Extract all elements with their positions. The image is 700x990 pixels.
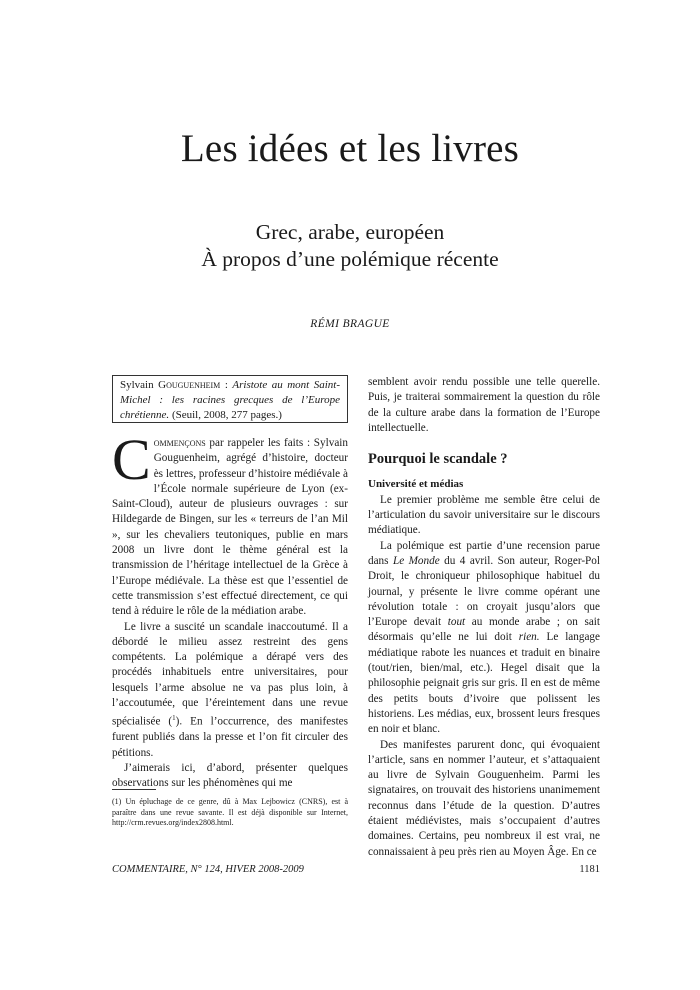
- paragraph-5: La polémique est partie d’une recension parue dans Le Monde du 4 avril. Son auteur, Roger-Pol Droit, le chroniqueur philosophique habituel du journal, y présente le livre comme opérant une révolution totale : on croyait jusqu’alors que l’Europe devait tout au monde arabe ; on sait désormais qu’elle ne lui doit rien. Le langage médiatique rabote les nuances et traduit en binaire (tout/rien, bien/mal, etc.). Hegel disait que la philosophie peignait gris sur gris. Il en est de même des petits bouts d’ivoire que polissent les historiens. Les médias, eux, brossent leurs fresques en noir et blanc.: [368, 539, 600, 736]
- paragraph-continued: semblent avoir rendu possible une telle querelle. Puis, je traiterai sommairement la question du rôle de la culture arabe dans la formation de l’Europe intellectuelle.: [368, 376, 600, 434]
- paragraph-3: J’aimerais ici, d’abord, présenter quelques observations sur les phénomènes qui me: [112, 761, 348, 790]
- footnote-marker[interactable]: 1: [172, 714, 176, 723]
- footnote-divider: [112, 789, 156, 790]
- reference-author-first: Sylvain: [120, 379, 154, 391]
- article-title: [0, 219, 700, 273]
- article-title-line1: Grec, arabe, européen: [255, 220, 445, 244]
- lead-word: ommençons: [153, 437, 206, 449]
- article-title-line2: À propos d’une polémique récente: [201, 247, 499, 271]
- paragraph-6: Des manifestes parurent donc, qui évoquaient l’article, sans en nommer l’auteur, et s’attaquaient au livre de Sylvain Gouguenheim. Parmi les signataires, on trouvait des historiens unanimement reconnus dans l’étude de la question. D’autres étaient médiévistes, mais s’occupaient d’autres domaines. Certains, peu nombreux il est vrai, ne connaissaient à peu près rien au Moyen Âge. En ce: [368, 738, 600, 858]
- journal-footer: COMMENTAIRE, N° 124, HIVER 2008-2009: [112, 864, 304, 875]
- section-title: Les idées et les livres: [180, 127, 520, 170]
- paragraph-2: Le livre a suscité un scandale inaccoutumé. Il a débordé le milieu assez restreint des gens compétents. La polémique a dérapé vers des procédés inhabituels entre universitaires, pour lesquels l’arme absolue ne va pas plus loin, à l’accoutumée, que l’éreintement dans une revue spécialisée ($^1$). En l’occurrence, des manifestes furent publiés dans la presse et l’on fit circuler des pétitions.: [112, 620, 348, 759]
- reference-details: (Seuil, 2008, 277 pages.): [169, 409, 282, 421]
- paragraph-1: [112, 427, 348, 620]
- reference-separator: :: [220, 379, 233, 391]
- reference-book-title: Aristote au mont Saint-Michel : les racines grecques de l’Europe chrétienne.: [120, 379, 341, 421]
- paragraph-1-text: par rappeler les faits : Sylvain Gouguenheim, agrégé d’histoire, docteur ès lettres, professeur d’histoire médiévale à l’École normale supérieure de Lyon (ex-Saint-Cloud), auteur de plusieurs ouvrages : sur Hildegarde de Bingen, sur les « terreurs de l’an Mil », sur les chevaliers teutoniques, publie en mars 2008 un livre dont le thème général est la transmission de l’héritage intellectuel de la Grèce à l’Europe médiévale. La thèse est que l’essentiel de cette transmission s’est effectué directement, ce qui tend à réduire le rôle de la médiation arabe.: [112, 437, 348, 618]
- page-number: 1181: [579, 864, 600, 875]
- paragraph-4: Le premier problème me semble être celui de l’articulation du savoir universitaire sur le discours médiatique.: [368, 493, 600, 537]
- reference-author-last: Gouguenheim: [158, 379, 221, 391]
- left-column: [112, 427, 348, 792]
- drop-cap: C: [112, 427, 151, 492]
- footnote: (1) Un épluchage de ce genre, dû à Max Lejbowicz (CNRS), est à paraître dans une revue savante. Il est déjà disponible sur Internet, http://crm.revues.org/index2808.html.: [112, 797, 348, 827]
- article-author: RÉMI BRAGUE: [310, 318, 390, 330]
- subheading: Université et médias: [368, 478, 464, 491]
- right-column: [368, 375, 600, 860]
- section-heading: Pourquoi le scandale ?: [368, 451, 508, 468]
- book-reference-box: [112, 375, 348, 423]
- newspaper-title: Le Monde: [392, 554, 440, 567]
